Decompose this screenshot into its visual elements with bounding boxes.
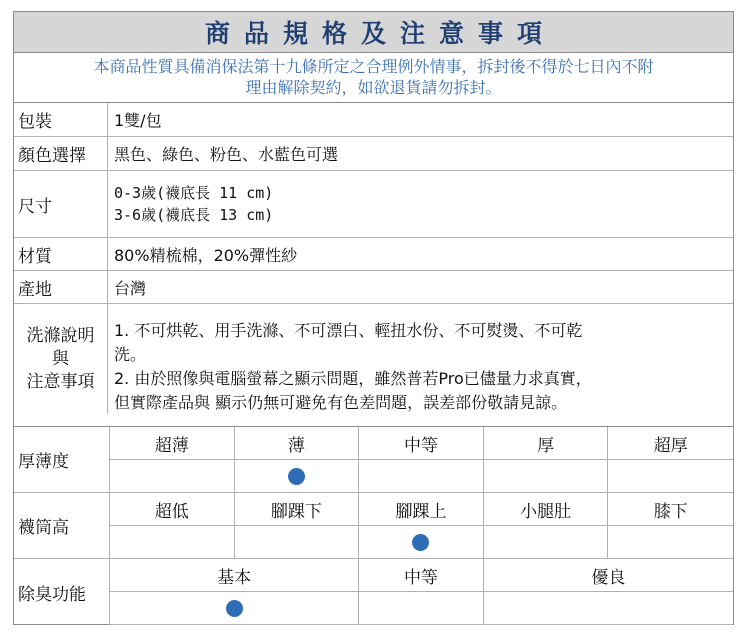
- row-packing: [14, 103, 733, 137]
- size-label: 尺寸: [14, 171, 108, 237]
- thickness-selected-dot: [288, 468, 305, 485]
- care-label-line-2: 與: [52, 348, 69, 369]
- size-value: [114, 171, 733, 237]
- thickness-mark-cell-3: [359, 460, 484, 493]
- material-label: 材質: [14, 238, 108, 270]
- thickness-option-2: 薄: [235, 427, 360, 460]
- thickness-option-5: 超厚: [608, 427, 733, 460]
- height-mark-cell-5: [608, 526, 733, 559]
- section-divider: [14, 414, 733, 427]
- care-label: [14, 304, 108, 414]
- deodorant-mark-cell-3: [484, 592, 733, 625]
- row-colors: [14, 137, 733, 171]
- deodorant-selected-dot: [226, 600, 243, 617]
- thickness-mark-cell-5: [608, 460, 733, 493]
- care-line-1: 1. 不可烘乾、用手洗滌、不可漂白、輕扭水份、不可熨燙、不可乾: [114, 321, 583, 340]
- rating-deodorant: [14, 559, 733, 625]
- height-mark-cell-3: [359, 526, 484, 559]
- height-option-5: 膝下: [608, 493, 733, 526]
- deodorant-mark-cell-1: [110, 592, 359, 625]
- return-notice: [14, 52, 733, 103]
- row-care: [14, 304, 733, 414]
- deodorant-option-2: 中等: [359, 559, 484, 592]
- row-origin: [14, 271, 733, 304]
- packing-label: 包裝: [14, 103, 108, 136]
- height-option-1: 超低: [110, 493, 235, 526]
- care-value: [114, 304, 733, 414]
- notice-line-1: 本商品性質具備消保法第十九條所定之合理例外情事，拆封後不得於七日內不附: [93, 57, 654, 76]
- thickness-mark-cell-2: [235, 460, 360, 493]
- care-line-2: 洗。: [114, 345, 147, 364]
- height-option-3: 腳踝上: [359, 493, 484, 526]
- size-line-1: 0-3歲(襪底長 11 cm): [114, 184, 274, 202]
- height-scale: [110, 493, 733, 558]
- deodorant-mark-cell-2: [359, 592, 484, 625]
- deodorant-scale: [110, 559, 733, 625]
- care-label-line-1: 洗滌說明: [26, 325, 95, 346]
- height-label: 襪筒高: [14, 493, 110, 558]
- care-line-3: 2. 由於照像與電腦螢幕之顯示問題，雖然普若Pro已儘量力求真實，: [114, 369, 592, 388]
- rating-thickness: [14, 427, 733, 493]
- origin-value: 台灣: [114, 278, 147, 298]
- origin-label: 產地: [14, 271, 108, 303]
- height-selected-dot: [412, 534, 429, 551]
- deodorant-label: 除臭功能: [14, 559, 110, 625]
- thickness-mark-cell-4: [484, 460, 609, 493]
- colors-value: 黑色、綠色、粉色、水藍色可選: [114, 145, 339, 164]
- care-label-line-3: 注意事項: [26, 371, 95, 392]
- height-option-2: 腳踝下: [235, 493, 360, 526]
- thickness-mark-cell-1: [110, 460, 235, 493]
- size-line-2: 3-6歲(襪底長 13 cm): [114, 206, 274, 224]
- thickness-option-3: 中等: [359, 427, 484, 460]
- thickness-label: 厚薄度: [14, 427, 110, 492]
- rating-height: [14, 493, 733, 559]
- height-mark-cell-4: [484, 526, 609, 559]
- thickness-option-4: 厚: [484, 427, 609, 460]
- care-line-4: 但實際產品與 顯示仍無可避免有色差問題，誤差部份敬請見諒。: [114, 393, 568, 412]
- row-material: [14, 238, 733, 271]
- thickness-option-1: 超薄: [110, 427, 235, 460]
- height-option-4: 小腿肚: [484, 493, 609, 526]
- row-size: [14, 171, 733, 238]
- deodorant-option-3: 優良: [484, 559, 733, 592]
- thickness-scale: [110, 427, 733, 492]
- deodorant-option-1: 基本: [110, 559, 359, 592]
- packing-value: 1雙/包: [114, 111, 162, 130]
- colors-label: 顏色選擇: [14, 137, 108, 170]
- notice-line-2: 理由解除契約，如欲退貨請勿拆封。: [245, 78, 502, 97]
- height-mark-cell-2: [235, 526, 360, 559]
- table-title: 商品規格及注意事項: [14, 12, 733, 52]
- material-value: 80%精梳棉，20%彈性紗: [114, 245, 298, 265]
- height-mark-cell-1: [110, 526, 235, 559]
